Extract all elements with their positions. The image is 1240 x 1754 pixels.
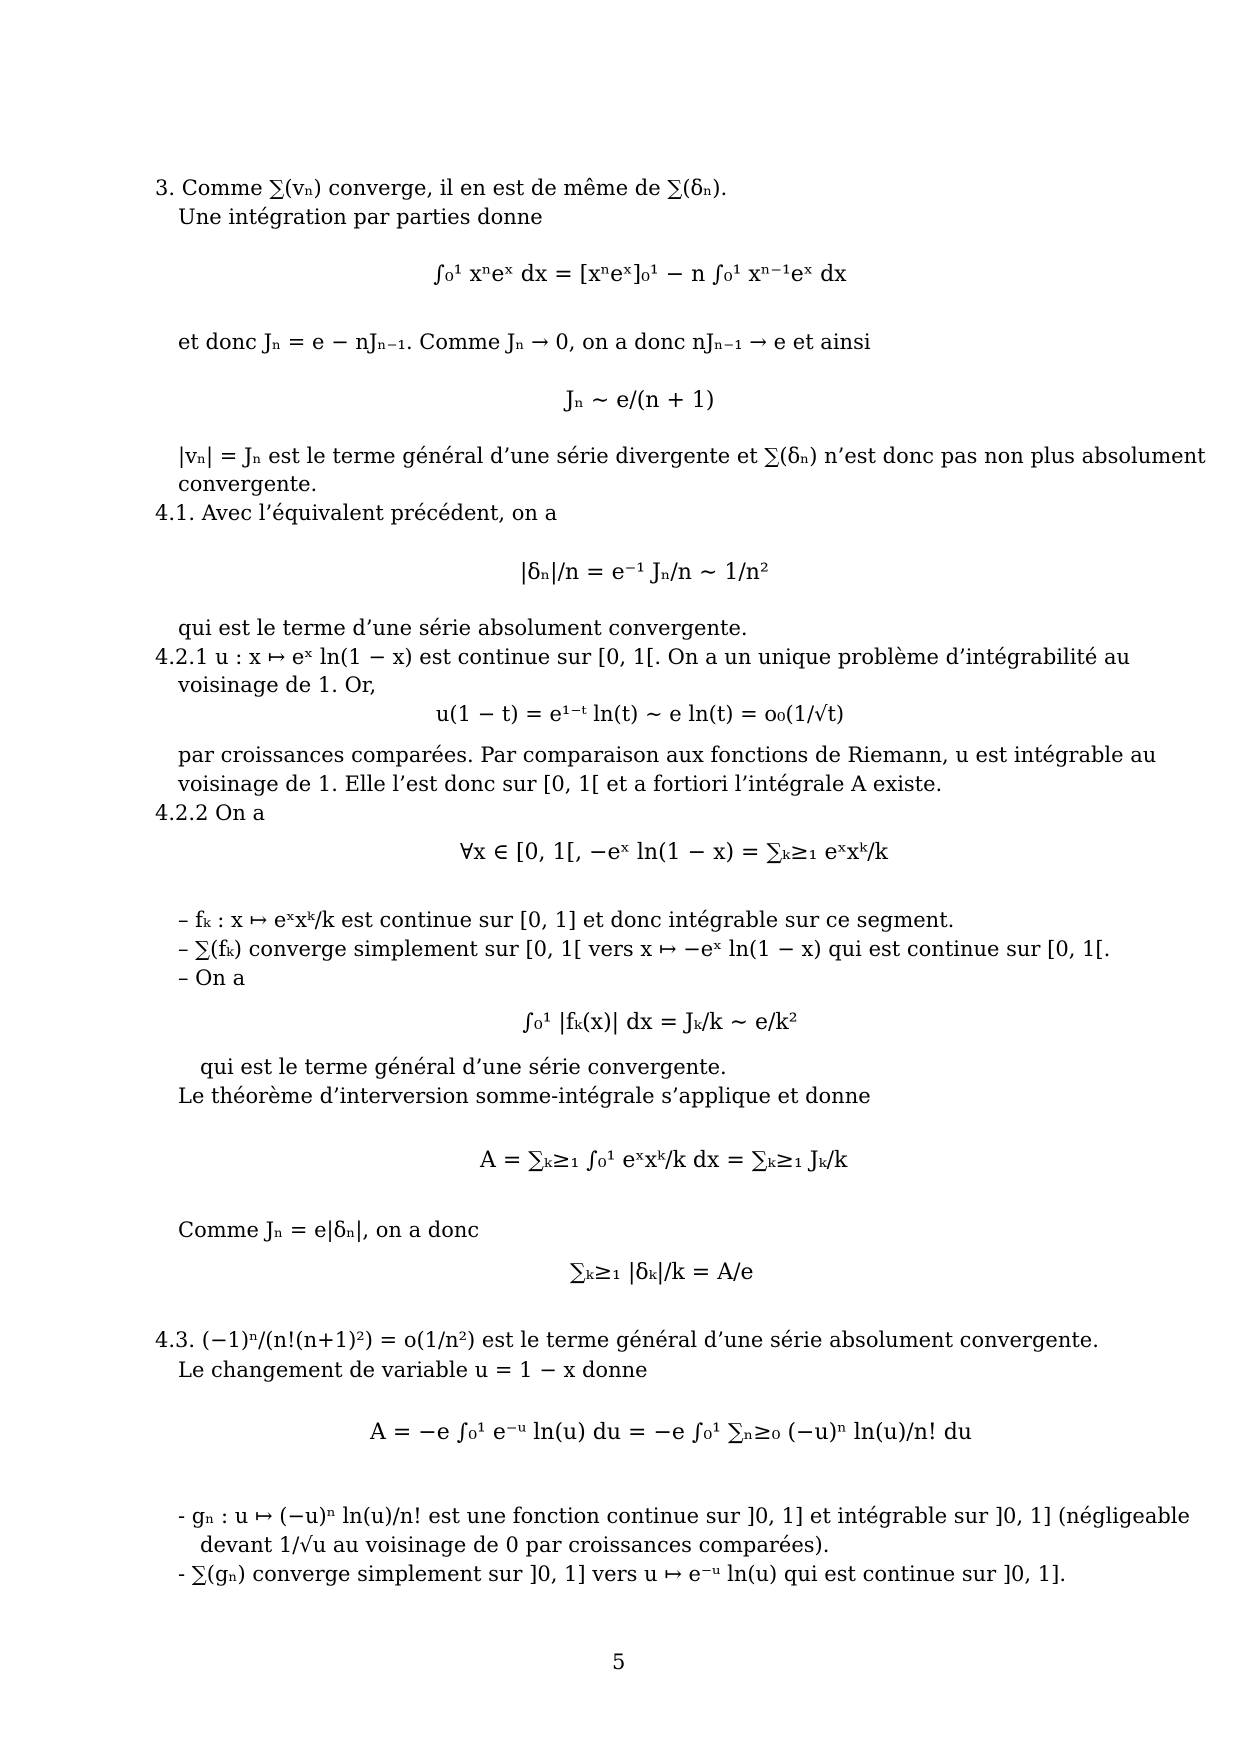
list-item: – ∑(fₖ) converge simplement sur [0, 1[ vers x ↦ −eˣ ln(1 − x) qui est continue sur [0, 1[. (178, 937, 1111, 961)
text-line: qui est le terme d’une série absolument convergente. (178, 616, 748, 640)
text-line: Le changement de variable u = 1 − x donne (178, 1358, 648, 1382)
text-line: Comme Jₙ = e|δₙ|, on a donc (178, 1218, 480, 1242)
equation-change-of-variable: A = −e ∫₀¹ e⁻ᵘ ln(u) du = −e ∫₀¹ ∑ₙ≥₀ (−u)ⁿ ln(u)/n! du (370, 1420, 972, 1445)
text-line: voisinage de 1. Elle l’est donc sur [0, 1[ et a fortiori l’intégrale A existe. (178, 772, 943, 796)
list-item: - gₙ : u ↦ (−u)ⁿ ln(u)/n! est une fonction continue sur ]0, 1] et intégrable sur ]0, 1] (négligeable (178, 1504, 1190, 1528)
equation-u-near-one: u(1 − t) = e¹⁻ᵗ ln(t) ∼ e ln(t) = o₀(1/√t) (435, 702, 845, 726)
equation-delta-equivalent: |δₙ|/n = e⁻¹ Jₙ/n ∼ 1/n² (520, 560, 769, 585)
text-line: et donc Jₙ = e − nJₙ₋₁. Comme Jₙ → 0, on a donc nJₙ₋₁ → e et ainsi (178, 330, 871, 354)
list-item: devant 1/√u au voisinage de 0 par croissances comparées). (200, 1533, 830, 1557)
equation-jn-equivalent: Jₙ ∼ e/(n + 1) (565, 388, 715, 413)
text-line: voisinage de 1. Or, (178, 673, 377, 697)
text-line: |vₙ| = Jₙ est le terme général d’une série divergente et ∑(δₙ) n’est donc pas non plus absolument (178, 444, 1206, 468)
text-line: qui est le terme général d’une série convergente. (200, 1055, 727, 1079)
text-line: 4.2.1 u : x ↦ eˣ ln(1 − x) est continue sur [0, 1[. On a un unique problème d’intégrabilité au (155, 645, 1130, 669)
text-line: 4.2.2 On a (155, 801, 266, 825)
equation-a-interversion: A = ∑ₖ≥₁ ∫₀¹ eˣxᵏ/k dx = ∑ₖ≥₁ Jₖ/k (480, 1148, 848, 1173)
list-item: – On a (178, 966, 246, 990)
text-line: Le théorème d’interversion somme-intégrale s’applique et donne (178, 1084, 871, 1108)
equation-sum-delta: ∑ₖ≥₁ |δₖ|/k = A/e (570, 1260, 754, 1285)
text-line: par croissances comparées. Par comparaison aux fonctions de Riemann, u est intégrable au (178, 743, 1157, 767)
list-item: – fₖ : x ↦ eˣxᵏ/k est continue sur [0, 1] et donc intégrable sur ce segment. (178, 908, 955, 932)
page-number: 5 (612, 1650, 626, 1674)
list-item: - ∑(gₙ) converge simplement sur ]0, 1] vers u ↦ e⁻ᵘ ln(u) qui est continue sur ]0, 1]. (178, 1562, 1066, 1586)
text-line: convergente. (178, 472, 318, 496)
text-line: Une intégration par parties donne (178, 205, 543, 229)
equation-fk-integral: ∫₀¹ |fₖ(x)| dx = Jₖ/k ∼ e/k² (522, 1010, 798, 1035)
text-line: 4.3. (−1)ⁿ/(n!(n+1)²) = o(1/n²) est le terme général d’une série absolument convergente. (155, 1328, 1099, 1352)
equation-integration-by-parts: ∫₀¹ xⁿeˣ dx = [xⁿeˣ]₀¹ − n ∫₀¹ xⁿ⁻¹eˣ dx (433, 262, 847, 287)
text-line: 4.1. Avec l’équivalent précédent, on a (155, 501, 558, 525)
equation-series-expansion: ∀x ∈ [0, 1[, −eˣ ln(1 − x) = ∑ₖ≥₁ eˣxᵏ/k (460, 840, 888, 865)
text-line: 3. Comme ∑(vₙ) converge, il en est de même de ∑(δₙ). (155, 176, 728, 200)
